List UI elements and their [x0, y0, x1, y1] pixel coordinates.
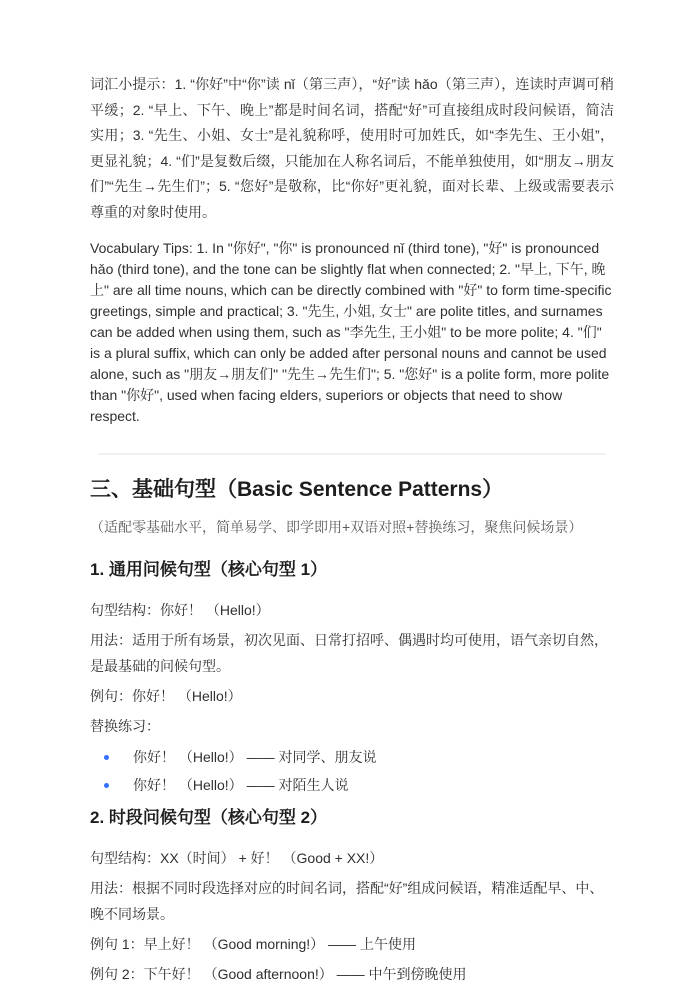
sub1-usage-line: 用法：适用于所有场景，初次见面、日常打招呼、偶遇时均可使用，语气亲切自然，是最基础的问候句型。: [90, 632, 608, 674]
section-heading: 三、基础句型（Basic Sentence Patterns）: [90, 478, 504, 501]
sub2-example2-line: 例句 2：下午好！ （Good afternoon!） —— 中午到傍晚使用: [90, 966, 467, 982]
list-item: [90, 771, 614, 799]
section-divider: [98, 453, 606, 455]
bullet-dot-icon: [104, 783, 109, 788]
vocab-tips-en-paragraph: Vocabulary Tips: 1. In "你好", "你" is pronounced nǐ (third tone), "好" is pronounced hǎo (third tone), and the tone can be slightly flat when connected; 2. "早上, 下午, 晚上" are all time nouns, which can be directly combined with "好" to form time-specific greetings, simple and practical; 3. "先生, 小姐, 女士" are polite titles, and surnames can be added when using them, such as "李先生, 王小姐" to be more polite; 4. "们" is a plural suffix, which can only be added after personal nouns and cannot be used alone, such as "朋友→朋友们" "先生→先生们"; 5. "您好" is a polite form, more polite than "你好", used when facing elders, superiors or objects that need to show respect.: [90, 240, 612, 424]
sub1-structure-line: 句型结构：你好！ （Hello!）: [90, 602, 270, 618]
sub2-structure-line: 句型结构：XX（时间） + 好！ （Good + XX!）: [90, 850, 384, 866]
list-item-text: 你好！ （Hello!） —— 对陌生人说: [133, 777, 349, 793]
list-item-text: 你好！ （Hello!） —— 对同学、朋友说: [133, 749, 377, 765]
document-content: [90, 72, 614, 990]
sub2-example1-line: 例句 1：早上好！ （Good morning!） —— 上午使用: [90, 936, 416, 952]
sub1-example-line: 例句：你好！ （Hello!）: [90, 688, 242, 704]
sub1-practice-list: [90, 743, 614, 799]
sub1-practice-label: 替换练习：: [90, 718, 160, 734]
bullet-dot-icon: [104, 755, 109, 760]
vocab-tips-zh-paragraph: 词汇小提示：1. “你好”中“你”读 nǐ（第三声），“好”读 hǎo（第三声），连读时声调可稍平缓；2. “早上、下午、晚上”都是时间名词，搭配“好”可直接组成时段问候语，简洁实用；3. “先生、小姐、女士”是礼貌称呼，使用时可加姓氏，如“李先生、王小姐”，更显礼貌；4. “们”是复数后缀，只能加在人称名词后，不能单独使用，如“朋友→朋友们”“先生→先生们”；5. “您好”是敬称，比“你好”更礼貌，面对长辈、上级或需要表示尊重的对象时使用。: [90, 76, 614, 220]
sub1-heading: 1. 通用问候句型（核心句型 1）: [90, 560, 328, 579]
sub2-usage-line: 用法：根据不同时段选择对应的时间名词，搭配“好”组成问候语，精准适配早、中、晚不同场景。: [90, 880, 604, 922]
section-note: （适配零基础水平，简单易学、即学即用+双语对照+替换练习，聚焦问候场景）: [90, 519, 583, 535]
list-item: [90, 743, 614, 771]
sub2-heading: 2. 时段问候句型（核心句型 2）: [90, 808, 328, 827]
